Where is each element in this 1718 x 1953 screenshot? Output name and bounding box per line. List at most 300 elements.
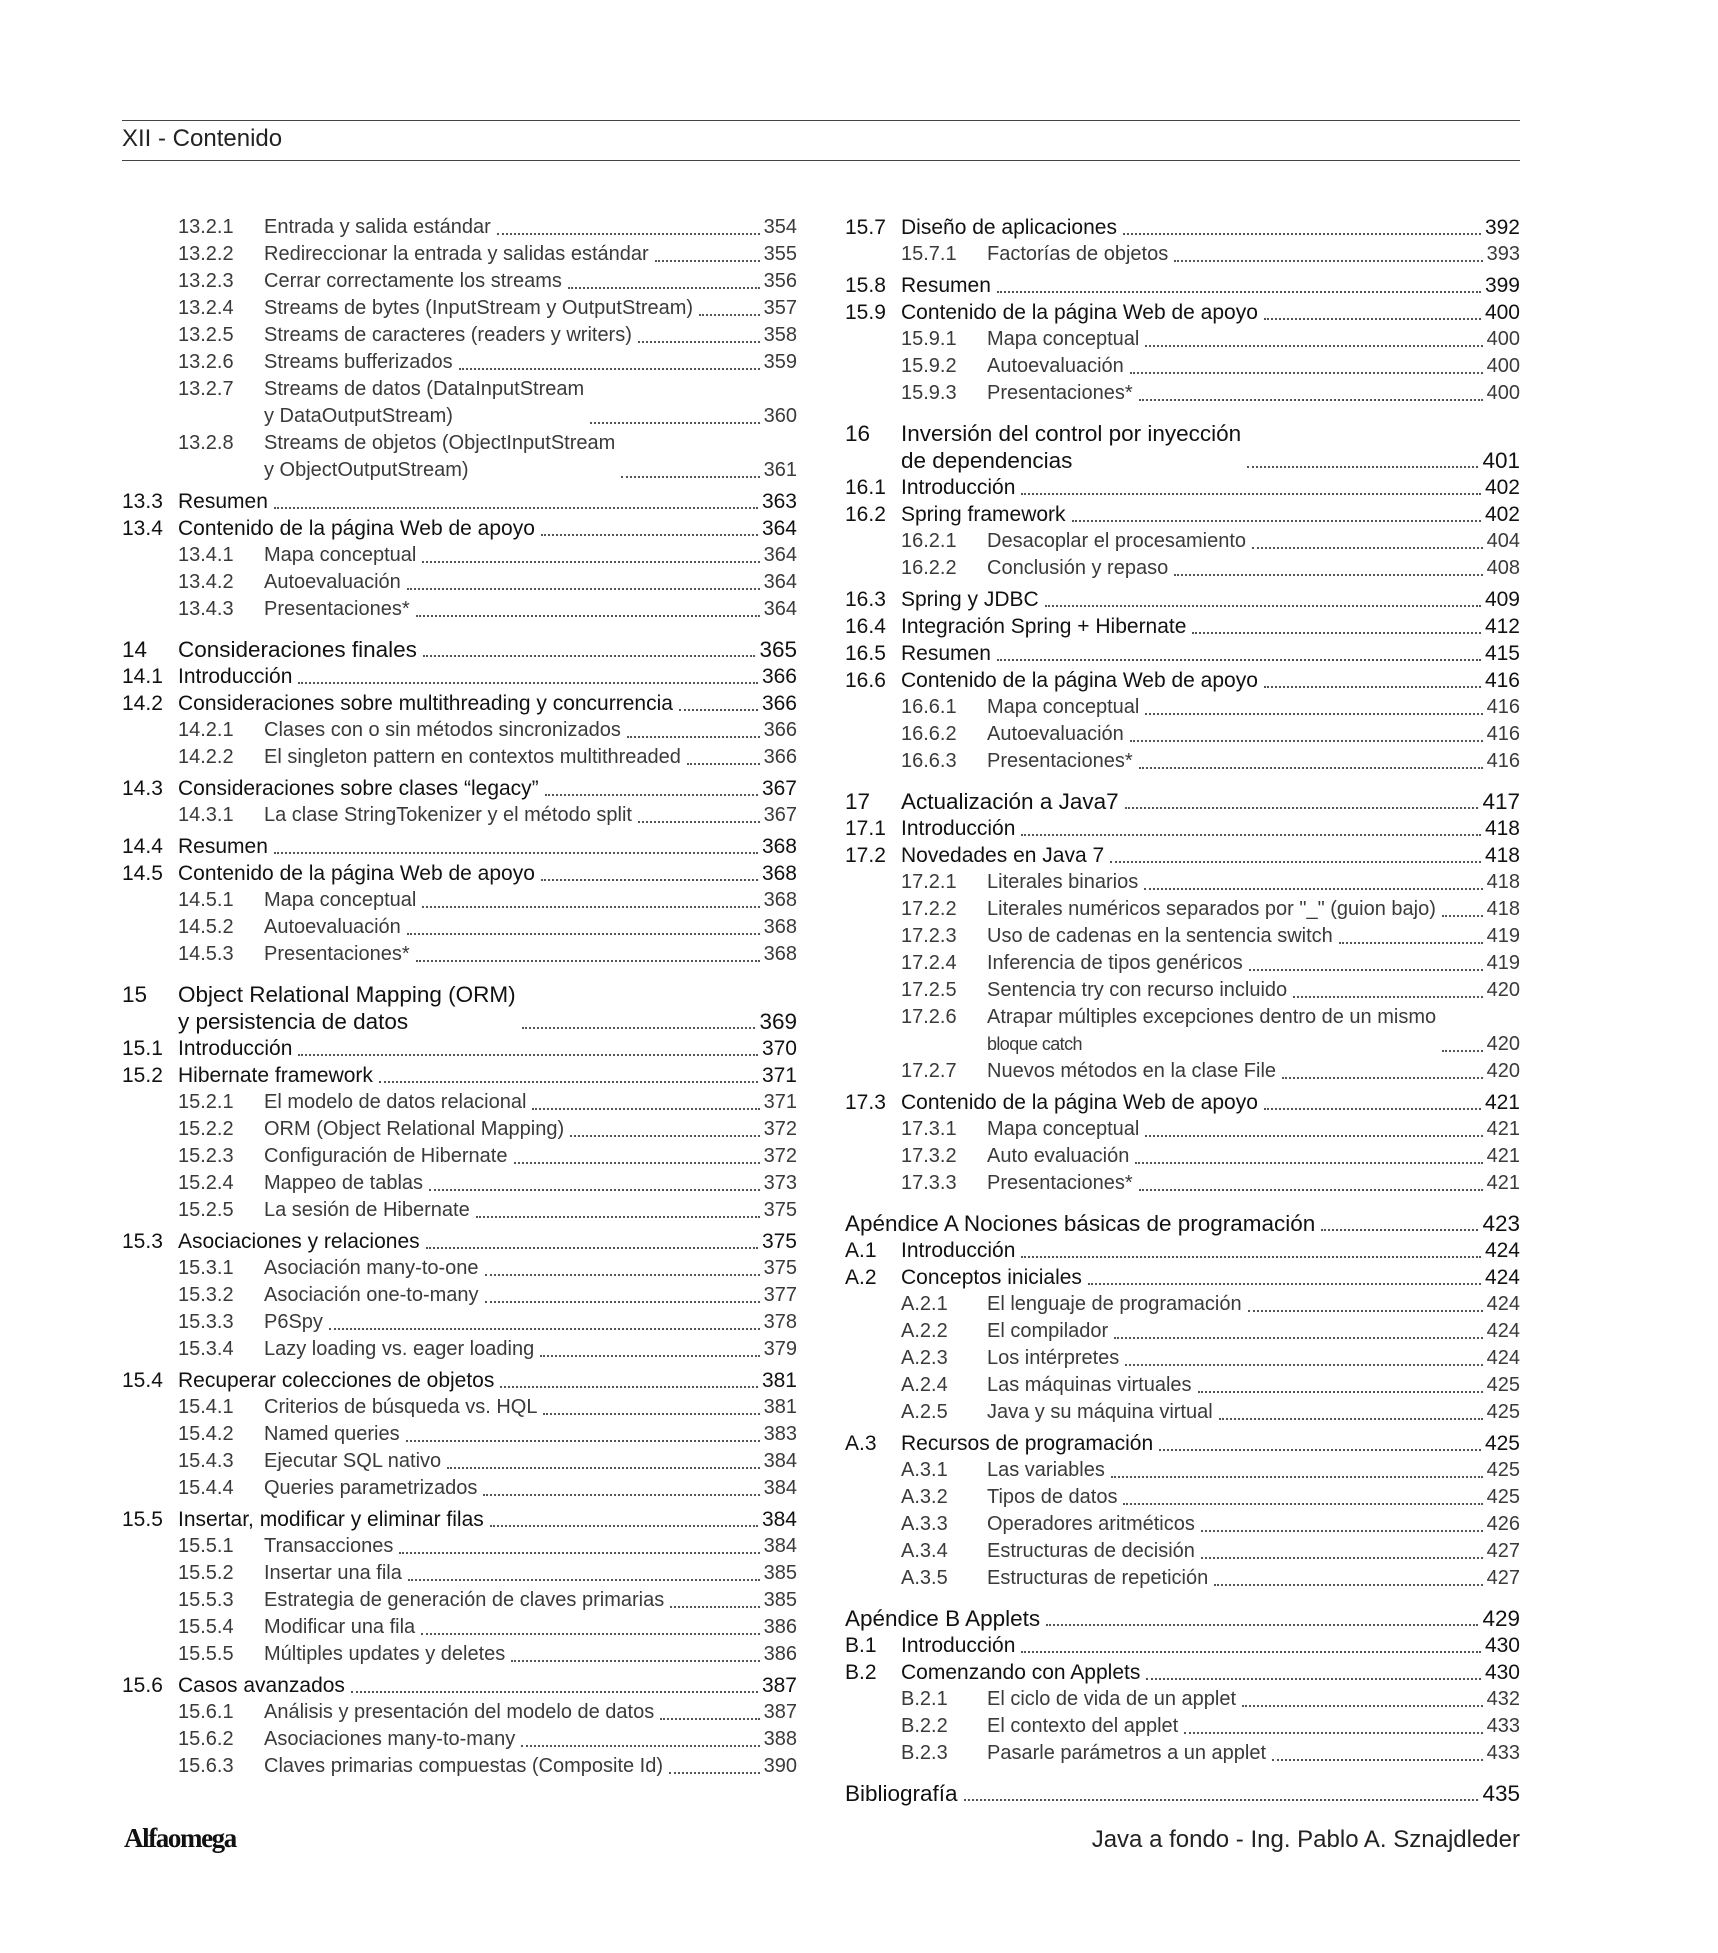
toc-entry-title [901,977,1287,1004]
toc-entry-sub [122,1170,797,1197]
toc-dot-leader [1139,1189,1483,1191]
toc-entry-number: 13.4.1 [178,544,234,566]
toc-entry-number: 15.2.5 [178,1199,234,1221]
toc-entry-title-text: Java y su máquina virtual [987,1401,1213,1423]
toc-entry-sub [122,1641,797,1668]
toc-entry-main [122,1672,797,1699]
toc-dot-leader [964,1799,1479,1801]
toc-entry-page-number: 430 [1484,1634,1520,1657]
toc-entry-title-text: Apéndice B Applets [845,1606,1041,1631]
toc-entry-number: 16.6.1 [901,696,957,718]
toc-entry-title-text: Presentaciones* [987,382,1133,404]
toc-entry-title [901,1713,1178,1740]
toc-dot-leader [416,960,760,962]
toc-entry-page-number: 359 [763,351,797,373]
toc-entry-title [901,241,1168,268]
toc-entry-number: 15.3.4 [178,1338,234,1360]
toc-entry-number: 13.4.3 [178,598,234,620]
toc-entry-sub [122,214,797,241]
toc-entry-number: 14.5 [122,862,163,885]
toc-entry-number: 15.9.2 [901,355,957,377]
toc-entry-sub [122,569,797,596]
toc-entry-sub [845,1345,1520,1372]
toc-entry-sub [845,1058,1520,1085]
toc-entry-page-number: 373 [763,1172,797,1194]
toc-entry-number: 16.2 [845,503,886,526]
toc-entry-title-continued: de dependencias [901,448,1073,473]
toc-entry-title [178,1394,537,1421]
toc-entry-title [901,1170,1133,1197]
toc-entry-main [122,1367,797,1394]
toc-dot-leader [274,507,758,509]
toc-entry-title-text: P6Spy [264,1311,323,1333]
toc-entry-sub [122,802,797,829]
toc-dot-leader [1145,1135,1482,1137]
toc-entry-page-number: 421 [1486,1118,1520,1140]
toc-entry-title [178,1116,564,1143]
toc-dot-leader [627,736,760,738]
toc-entry-sub [122,1421,797,1448]
toc-entry-title-text: Nuevos métodos en la clase File [987,1060,1277,1082]
toc-entry-title-text: Comenzando con Applets [901,1661,1141,1684]
toc-entry-sub [122,1533,797,1560]
toc-entry-title-text: Múltiples updates y deletes [264,1643,506,1665]
toc-entry-main [845,501,1520,528]
footer-book-title: Java a fondo - Ing. Pablo A. Sznajdleder [1091,1826,1520,1853]
toc-entry-sub [845,528,1520,555]
toc-entry-page-number: 361 [763,459,797,481]
publisher-logo: Alfaomega [124,1823,236,1853]
toc-entry-number: 15.3.2 [178,1284,234,1306]
toc-entry-sub [845,1291,1520,1318]
toc-entry-page-number: 366 [761,692,797,715]
toc-entry-title-text: Streams de bytes (InputStream y OutputStream) [264,297,694,319]
toc-entry-page-number: 424 [1486,1347,1520,1369]
toc-entry-page-number: 424 [1484,1239,1520,1262]
toc-entry-title [901,1484,1117,1511]
toc-entry-title [178,887,416,914]
toc-entry-number: 15.2.4 [178,1172,234,1194]
toc-dot-leader [1201,1530,1483,1532]
toc-entry-page-number: 363 [761,490,797,513]
toc-dot-leader [522,1027,756,1029]
toc-entry-sub [845,950,1520,977]
toc-dot-leader [1321,1229,1478,1231]
toc-entry-title-text: Asociaciones many-to-many [264,1728,516,1750]
page-header-title: XII - Contenido [122,125,283,152]
toc-entry-page-number: 354 [763,216,797,238]
toc-entry-number: 14.2.1 [178,719,234,741]
toc-entry-number: 15.5.4 [178,1616,234,1638]
toc-entry-sub [122,941,797,968]
toc-entry-sub [845,1143,1520,1170]
toc-entry-title-text: Operadores aritméticos [987,1513,1195,1535]
toc-entry-page-number: 420 [1486,1060,1520,1082]
toc-dot-leader [699,314,760,316]
toc-entry-number: 16.5 [845,642,886,665]
toc-entry-number: 15.5.5 [178,1643,234,1665]
toc-entry-sub [122,717,797,744]
toc-dot-leader [459,368,760,370]
toc-entry-number: 16.6 [845,669,886,692]
toc-dot-leader [511,1660,759,1662]
toc-dot-leader [1125,1364,1482,1366]
toc-entry-page-number: 367 [761,777,797,800]
toc-entry-title-text: Los intérpretes [987,1347,1120,1369]
toc-entry-number: 15 [122,982,148,1007]
toc-entry-title [178,430,615,457]
toc-entry-title-text: Presentaciones* [264,943,410,965]
toc-entry-number: 14.5.2 [178,916,234,938]
toc-entry-title-text: Casos avanzados [178,1674,345,1697]
toc-dot-leader [660,1718,759,1720]
toc-entry-number: 17.2.3 [901,925,957,947]
toc-entry-title [122,981,516,1008]
toc-entry-chapter [845,788,1520,815]
toc-entry-title [178,241,649,268]
toc-entry-sub [122,430,797,484]
toc-entry-sub [122,1116,797,1143]
toc-entry-page-number: 399 [1484,274,1520,297]
toc-dot-leader [638,341,760,343]
toc-entry-page-number: 370 [761,1037,797,1060]
toc-entry-number: 14.4 [122,835,163,858]
toc-dot-leader [379,1081,758,1083]
toc-entry-title [901,869,1138,896]
toc-entry-title-text: Estructuras de repetición [987,1567,1209,1589]
toc-dot-leader [1247,466,1478,468]
toc-entry-title [901,326,1139,353]
toc-dot-leader [1442,1050,1483,1052]
toc-entry-title [178,1641,505,1668]
toc-dot-leader [274,852,758,854]
toc-dot-leader [497,233,760,235]
toc-entry-title-text: Introducción [901,476,1016,499]
toc-entry-number: A.2.4 [901,1374,948,1396]
toc-entry-number: 17.3.3 [901,1172,957,1194]
toc-dot-leader [426,1247,758,1249]
toc-entry-page-number: 384 [763,1450,797,1472]
toc-entry-title-text: Estructuras de decisión [987,1540,1195,1562]
toc-dot-leader [1135,1162,1482,1164]
toc-entry-title [845,272,991,299]
toc-entry-title-text: Contenido de la página Web de apoyo [178,517,535,540]
toc-entry-sub [845,869,1520,896]
toc-entry-title-text: Bibliografía [845,1781,958,1806]
toc-entry-number: 13.4 [122,517,163,540]
toc-dot-leader [1123,233,1481,235]
toc-entry-sub [845,326,1520,353]
toc-entry-main [845,842,1520,869]
toc-entry-title-text: Literales numéricos separados por "_" (guion bajo) [987,898,1436,920]
toc-dot-leader [1192,632,1481,634]
toc-entry-title-text: Resumen [901,274,991,297]
toc-entry-title [901,1538,1195,1565]
toc-entry-sub [845,1484,1520,1511]
toc-entry-page-number: 420 [1486,1033,1520,1055]
toc-entry-title [178,941,410,968]
toc-entry-title-text: Object Relational Mapping (ORM) [178,982,516,1007]
toc-entry-sub [122,1475,797,1502]
toc-entry-page-number: 368 [761,835,797,858]
toc-entry-page-number: 433 [1486,1742,1520,1764]
toc-entry-number: 15.3.3 [178,1311,234,1333]
toc-dot-leader [997,291,1481,293]
toc-entry-chapter [122,981,797,1035]
toc-entry-title-text: Resumen [178,835,268,858]
toc-entry-sub [845,1686,1520,1713]
toc-entry-page-number: 400 [1484,301,1520,324]
toc-entry-page-number: 433 [1486,1715,1520,1737]
toc-entry-main [122,1035,797,1062]
toc-dot-leader [351,1691,758,1693]
toc-entry-page-number: 421 [1486,1172,1520,1194]
toc-entry-number: 15.5 [122,1508,163,1531]
toc-dot-leader [421,1633,759,1635]
toc-dot-leader [1264,686,1481,688]
toc-dot-leader [447,1467,759,1469]
toc-entry-title-text: Apéndice A Nociones básicas de programación [845,1211,1316,1236]
toc-entry-title-text: Claves primarias compuestas (Composite Id) [264,1755,664,1777]
toc-dot-leader [545,794,758,796]
toc-entry-number: 15.4 [122,1369,163,1392]
toc-entry-title-text: Inversión del control por inyección [901,421,1242,446]
toc-entry-page-number: 425 [1486,1486,1520,1508]
toc-entry-page-number: 364 [763,544,797,566]
toc-entry-title [901,923,1333,950]
toc-entry-title-text: Introducción [901,1634,1016,1657]
toc-entry-page-number: 424 [1486,1320,1520,1342]
toc-entry-title [178,1282,479,1309]
toc-entry-page-number: 360 [763,405,797,427]
toc-entry-title-text: Pasarle parámetros a un applet [987,1742,1267,1764]
toc-entry-number: 14.3.1 [178,804,234,826]
toc-entry-main [122,515,797,542]
toc-entry-title-text: Integración Spring + Hibernate [901,615,1187,638]
toc-entry-title-continued: y ObjectOutputStream) [264,459,469,481]
toc-entry-title [122,833,268,860]
toc-entry-number: 15.9 [845,301,886,324]
toc-entry-page-number: 375 [761,1230,797,1253]
toc-dot-leader [1021,493,1481,495]
toc-dot-leader [1442,915,1483,917]
toc-entry-title-text: Asociaciones y relaciones [178,1230,420,1253]
toc-dot-leader [1123,1503,1482,1505]
toc-entry-main [845,299,1520,326]
toc-entry-sub [122,1448,797,1475]
toc-entry-title-text: Ejecutar SQL nativo [264,1450,442,1472]
toc-dot-leader [1242,1705,1483,1707]
toc-entry-page-number: 383 [763,1423,797,1445]
toc-entry-number: 14 [122,637,148,662]
toc-entry-sub [845,896,1520,923]
toc-dot-leader [1110,861,1481,863]
toc-entry-sub [122,1699,797,1726]
toc-dot-leader [541,534,758,536]
toc-entry-title [845,1605,1040,1632]
toc-entry-title-text: Resumen [901,642,991,665]
toc-entry-title-text: Actualización a Java7 [901,789,1119,814]
toc-dot-leader [1021,1256,1481,1258]
toc-entry-number: B.1 [845,1634,877,1657]
toc-entry-title [178,1197,470,1224]
toc-entry-chapter [122,636,797,663]
toc-entry-sub [122,887,797,914]
toc-entry-title-text: Introducción [178,665,293,688]
toc-entry-number: 13.2.2 [178,243,234,265]
toc-entry-page-number: 381 [763,1396,797,1418]
toc-entry-number: 15.1 [122,1037,163,1060]
toc-entry-page-number: 384 [763,1477,797,1499]
toc-entry-title [901,353,1124,380]
toc-entry-page-number: 430 [1484,1661,1520,1684]
toc-entry-page-number: 384 [763,1535,797,1557]
toc-entry-number: 17.3.1 [901,1118,957,1140]
toc-entry-title [122,1367,494,1394]
toc-entry-main [122,488,797,515]
toc-entry-chapter [845,420,1520,474]
toc-dot-leader [669,1772,760,1774]
toc-entry-title-text: Diseño de aplicaciones [901,216,1117,239]
toc-entry-main [845,214,1520,241]
toc-entry-number: 17.2.4 [901,952,957,974]
toc-entry-page-number: 420 [1486,979,1520,1001]
toc-entry-title-text: Atrapar múltiples excepciones dentro de un mismo [987,1006,1437,1028]
toc-entry-number: B.2.1 [901,1688,948,1710]
toc-dot-leader [408,1579,760,1581]
toc-entry-title [901,1143,1129,1170]
toc-entry-title-text: Autoevaluación [264,571,401,593]
toc-entry-number: 16.4 [845,615,886,638]
toc-entry-main [845,613,1520,640]
toc-entry-title [122,663,292,690]
toc-entry-sub [845,923,1520,950]
toc-entry-number: 13.2.4 [178,297,234,319]
toc-entry-title-text: Estrategia de generación de claves primarias [264,1589,665,1611]
toc-entry-title [178,1614,415,1641]
toc-entry-title-text: Conceptos iniciales [901,1266,1082,1289]
toc-entry-title-text: Análisis y presentación del modelo de datos [264,1701,655,1723]
toc-entry-title [901,1565,1208,1592]
toc-entry-page-number: 368 [763,889,797,911]
toc-entry-page-number: 366 [763,746,797,768]
toc-entry-sub [845,1170,1520,1197]
toc-entry-main [122,1506,797,1533]
toc-entry-page-number: 393 [1486,243,1520,265]
toc-entry-page-number: 386 [763,1616,797,1638]
toc-entry-number: 13.2.3 [178,270,234,292]
toc-entry-page-number: 392 [1484,216,1520,239]
toc-entry-page-number: 368 [763,916,797,938]
toc-entry-title-text: Contenido de la página Web de apoyo [901,1091,1258,1114]
toc-entry-page-number: 426 [1486,1513,1520,1535]
toc-entry-title-text: El contexto del applet [987,1715,1179,1737]
toc-dot-leader [679,709,758,711]
toc-dot-leader [1214,1584,1482,1586]
toc-entry-number: 15.4.4 [178,1477,234,1499]
toc-entry-page-number: 364 [761,517,797,540]
toc-entry-title [901,1740,1266,1767]
toc-entry-page-number: 400 [1486,355,1520,377]
toc-entry-main [122,860,797,887]
toc-entry-title-text: Consideraciones finales [178,637,417,662]
toc-entry-title [178,1726,515,1753]
toc-entry-page-number: 416 [1484,669,1520,692]
toc-entry-title-text: Conclusión y repaso [987,557,1169,579]
toc-dot-leader [429,1189,760,1191]
toc-entry-number: A.3 [845,1432,877,1455]
toc-entry-number: 15.9.1 [901,328,957,350]
toc-dot-leader [670,1606,759,1608]
toc-dot-leader [1249,969,1483,971]
toc-entry-page-number: 425 [1486,1374,1520,1396]
toc-entry-page-number: 390 [763,1755,797,1777]
toc-dot-leader [490,1525,758,1527]
toc-dot-leader [1174,574,1482,576]
toc-entry-title [845,1430,1153,1457]
toc-entry-title [178,268,562,295]
toc-dot-leader [500,1386,758,1388]
toc-entry-title [178,596,410,623]
toc-entry-number: 15.6.3 [178,1755,234,1777]
toc-entry-title-text: Mapa conceptual [987,328,1140,350]
toc-entry-number: 15.5.2 [178,1562,234,1584]
toc-entry-number: 17.2.6 [901,1006,957,1028]
toc-entry-page-number: 358 [763,324,797,346]
toc-entry-title [178,914,401,941]
toc-entry-number: 16.2.2 [901,557,957,579]
toc-dot-leader [485,1274,760,1276]
toc-entry-title-text: Transacciones [264,1535,394,1557]
toc-entry-main [845,667,1520,694]
toc-entry-number: 14.1 [122,665,163,688]
toc-dot-leader [1159,1449,1481,1451]
toc-entry-chapter [845,1780,1520,1807]
toc-entry-title [178,322,632,349]
toc-entry-title-text: Cerrar correctamente los streams [264,270,562,292]
toc-entry-sub [845,1740,1520,1767]
toc-entry-page-number: 415 [1484,642,1520,665]
toc-entry-title-text: Modificar una fila [264,1616,416,1638]
toc-entry-title-continued: bloque catch [987,1034,1082,1054]
toc-dot-leader [1198,1391,1483,1393]
toc-entry-number: 15.2.1 [178,1091,234,1113]
toc-entry-title [845,299,1258,326]
toc-entry-number: 17.3.2 [901,1145,957,1167]
toc-entry-title [845,613,1186,640]
toc-entry-number: A.2.5 [901,1401,948,1423]
toc-entry-title-text: Streams de caracteres (readers y writers) [264,324,632,346]
toc-entry-title-text: Contenido de la página Web de apoyo [178,862,535,885]
toc-entry-title [845,788,1119,815]
toc-entry-title-text: Tipos de datos [987,1486,1118,1508]
toc-dot-leader [1272,1759,1483,1761]
toc-entry-sub [845,1399,1520,1426]
toc-entry-title [845,1632,1015,1659]
toc-entry-sub [845,694,1520,721]
toc-entry-title-text: Resumen [178,490,268,513]
toc-entry-title [122,1506,484,1533]
toc-entry-title-text: Recuperar colecciones de objetos [178,1369,495,1392]
toc-dot-leader [407,588,760,590]
toc-entry-sub [122,1197,797,1224]
toc-entry-title-text: Autoevaluación [987,355,1124,377]
toc-entry-title-text: Insertar, modificar y eliminar filas [178,1508,484,1531]
toc-entry-title [178,1255,479,1282]
toc-entry-number: 14.5.3 [178,943,234,965]
toc-entry-sub [122,542,797,569]
toc-dot-leader [298,1054,758,1056]
